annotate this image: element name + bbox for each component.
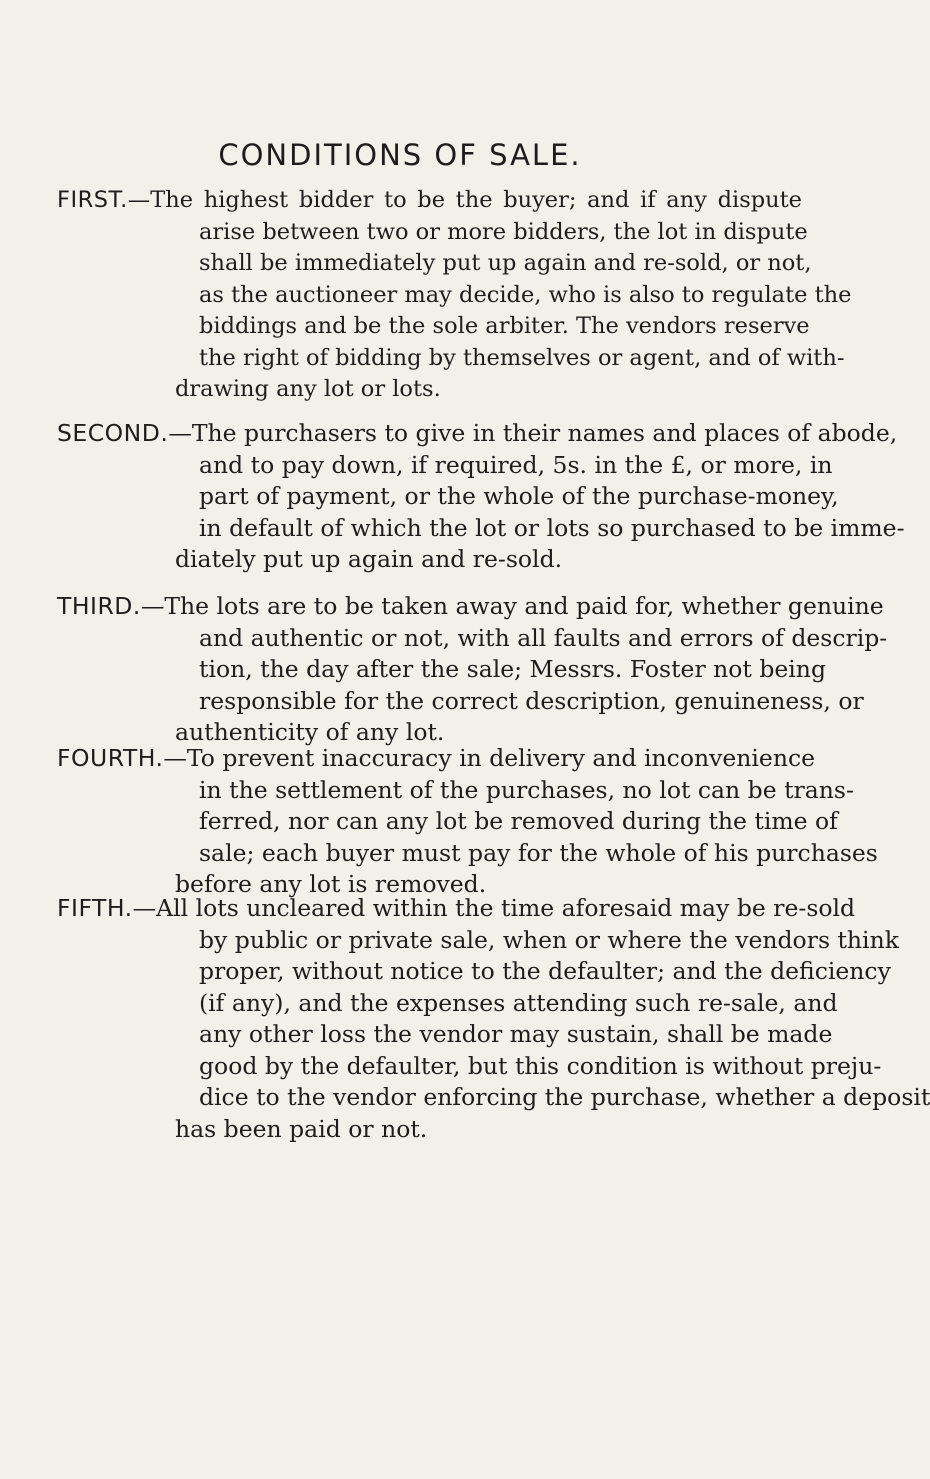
condition-line: dice to the vendor enforcing the purchase, whether a deposit (199, 1083, 930, 1111)
condition-line: in the settlement of the purchases, no lot can be trans- (199, 775, 854, 804)
condition-fourth (57, 743, 878, 901)
condition-line: good by the defaulter, but this condition is without preju- (199, 1051, 882, 1080)
condition-line: THIRD.—The lots are to be taken away and paid for, whether genuine (57, 592, 884, 620)
condition-line: FOURTH.—To prevent inaccuracy in delivery and inconvenience (57, 744, 816, 772)
condition-first (57, 185, 852, 406)
condition-line: FIFTH.—All lots uncleared within the time aforesaid may be re-sold (57, 894, 856, 922)
condition-line: proper, without notice to the defaulter; and the deficiency (199, 957, 891, 985)
condition-line: and to pay down, if required, 5s. in the £, or more, in (199, 450, 833, 479)
condition-heading: FIRST. (57, 187, 128, 213)
condition-line: has been paid or not. (175, 1114, 428, 1143)
condition-line: arise between two or more bidders, the lot in dispute (199, 218, 808, 245)
condition-line: SECOND.—The purchasers to give in their names and places of abode, (57, 419, 898, 447)
condition-heading: SECOND. (57, 419, 169, 447)
condition-heading: FIFTH. (57, 894, 133, 922)
condition-line: before any lot is removed. (175, 870, 487, 898)
page-title: CONDITIONS OF SALE. (218, 138, 582, 172)
condition-line: authenticity of any lot. (175, 718, 445, 746)
condition-line: by public or private sale, when or where the vendors think (199, 925, 899, 954)
condition-line: the right of bidding by themselves or agent, and of with- (199, 344, 845, 371)
condition-line: ferred, nor can any lot be removed during the time of (199, 807, 838, 835)
condition-line: drawing any lot or lots. (175, 376, 441, 402)
condition-third (57, 591, 888, 749)
condition-line: in default of which the lot or lots so purchased to be imme- (199, 513, 905, 542)
condition-line: part of payment, or the whole of the purchase-money, (199, 482, 839, 510)
condition-line: as the auctioneer may decide, who is also to regulate the (199, 281, 852, 308)
condition-fifth (57, 893, 930, 1145)
condition-line: tion, the day after the sale; Messrs. Foster not being (199, 655, 826, 683)
condition-line: (if any), and the expenses attending such re-sale, and (199, 988, 838, 1017)
condition-line: FIRST.—The highest bidder to be the buyer; and if any dispute (57, 187, 802, 213)
condition-line: shall be immediately put up again and re-sold, or not, (199, 250, 812, 276)
condition-line: responsible for the correct description, genuineness, or (199, 686, 864, 715)
condition-line: any other loss the vendor may sustain, shall be made (199, 1020, 833, 1048)
condition-heading: FOURTH. (57, 744, 164, 772)
condition-line: diately put up again and re-sold. (175, 545, 563, 573)
condition-heading: THIRD. (57, 592, 141, 620)
condition-line: sale; each buyer must pay for the whole of his purchases (199, 838, 878, 867)
condition-line: and authentic or not, with all faults and errors of descrip- (199, 623, 888, 652)
condition-line: biddings and be the sole arbiter. The vendors reserve (199, 313, 810, 339)
condition-second (57, 418, 905, 576)
